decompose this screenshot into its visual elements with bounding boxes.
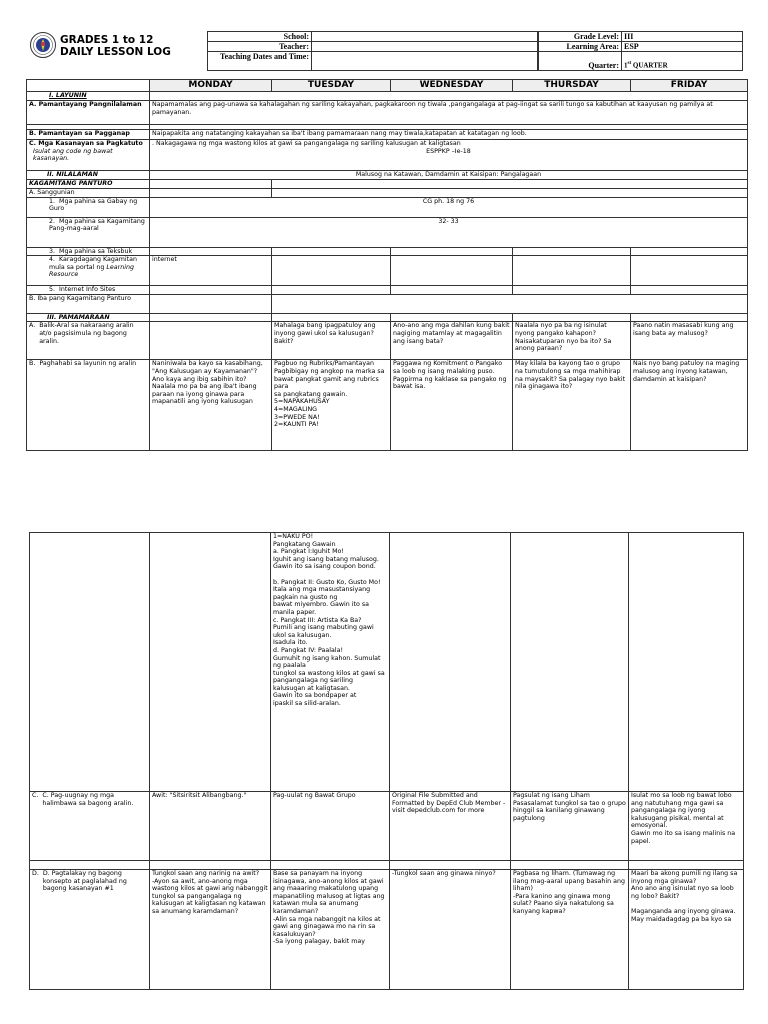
kagamitan-heading: KAGAMITANG PANTURO bbox=[27, 180, 150, 189]
dates-field[interactable] bbox=[312, 52, 538, 71]
balik-mon bbox=[150, 322, 272, 360]
paghahabi-fri: Nais nyo bang patuloy na maging malusog ang inyong katawan, damdamin at kaisipan? bbox=[631, 360, 748, 451]
uugnay-tue: Pag-uulat ng Bawat Grupo bbox=[271, 792, 390, 861]
lesson-table-page1 bbox=[26, 79, 748, 451]
pagtalakay-wed: -Tungkol saan ang ginawa ninyo? bbox=[390, 870, 511, 990]
kagamitan-text: 32- 33 bbox=[150, 217, 748, 247]
teacher-field[interactable] bbox=[312, 42, 538, 52]
pagtalakay-fri: Maari ba akong pumili ng ilang sa inyong mga ginawa? Ano ano ang isinulat nyo sa loob ng lobo? Bakit? Maganganda ang inyong ginawa. May maidadagdag pa ba kyo sa bbox=[629, 870, 744, 990]
pagtalakay-label: D. Pagtalakay ng bagong konsepto at paglalahad ng bagong kasanayan #1 bbox=[42, 870, 127, 893]
header-left-table bbox=[207, 31, 538, 71]
lesson-table-page2 bbox=[29, 532, 744, 990]
teksbuk-label: 3. Mga pahina sa Teksbuk bbox=[27, 247, 150, 256]
title-grades: GRADES 1 to 12 bbox=[60, 34, 154, 46]
day-friday: FRIDAY bbox=[631, 80, 748, 92]
area-label: Learning Area: bbox=[539, 42, 622, 52]
uugnay-mon: Awit: "Sitsiritsit Alibangbang." bbox=[150, 792, 271, 861]
pamamaraan-label: III. PAMAMARAAN bbox=[27, 313, 150, 322]
kasanayan-code: ESPPKP –Ie-18 bbox=[426, 147, 471, 155]
kasanayan-sub: Isulat ang code ng bawat kasanayan. bbox=[33, 147, 113, 163]
pagtalakay-thu: Pagbasa ng liham. (Tumawag ng ilang mag-aaral upang basahin ang liham) -Para kanino ang ginawa mong sulat? Paano siya nakatulong sa kanyang kapwa? bbox=[511, 870, 629, 990]
kasanayan-cell bbox=[27, 140, 150, 171]
area-value: ESP bbox=[622, 42, 743, 52]
pang-label: A. Pamantayang Pangnilalaman bbox=[27, 101, 150, 125]
balik-thu: Naalala nyo pa ba ng isinulat nyong pangako kahapon? Naisakatuparan nyo ba ito? Sa anong paraan? bbox=[513, 322, 631, 360]
paghahabi-label: Paghahabi sa layunin ng aralin bbox=[39, 360, 137, 368]
day-monday: MONDAY bbox=[150, 80, 272, 92]
balik-wed: Ano-ano ang mga dahilan kung bakit nagiging matamlay at magagalitin ang isang bata? bbox=[391, 322, 513, 360]
school-field[interactable] bbox=[312, 32, 538, 42]
karagdagang-cell: 4. Karagdagang Kagamitan mula sa portal ng Learning Resource bbox=[27, 256, 150, 286]
infosites-label: 5. Internet Info Sites bbox=[27, 286, 150, 295]
sanggunian-label: A. Sanggunian bbox=[27, 189, 150, 198]
uugnay-cell: C. C. Pag-uugnay ng mga halimbawa sa bagong aralin. bbox=[30, 792, 150, 861]
kagamitan-label: 2. Mga pahina sa Kagamitang Pang-mag-aaral bbox=[27, 217, 150, 247]
paghahabi-tue: Pagbuo ng Rubriks/Pamantayan Pagbibigay ng angkop na marka sa bawat pangkat gamit ang rubrics para sa pangkatang gawain. 5=NAPAKAHUSAY 4=MAGALING 3=PWEDE NA! 2=KAUNTI PA! bbox=[272, 360, 391, 451]
pagganap-text: Naipapakita ang natatanging kakayahan sa iba't ibang pamamaraan nang may tiwala,katapatan at katatagan ng loob. bbox=[150, 130, 748, 140]
deped-seal-icon bbox=[30, 32, 56, 58]
pang-text: Napamamalas ang pag-unawa sa kahalagahan ng sariling kakayahan, pagkakaroon ng tiwala ,pangangalaga at pag-iingat sa sarili tungo sa kabutihan at kaayusan ng pamilya at pamayanan. bbox=[150, 101, 748, 125]
layunin-heading: I. LAYUNIN bbox=[27, 92, 150, 101]
iba-label: B. Iba pang Kagamitang Panturo bbox=[27, 294, 150, 313]
teacher-label: Teacher: bbox=[208, 42, 312, 52]
dates-label: Teaching Dates and Time: bbox=[208, 52, 312, 71]
balik-tue: Mahalaga bang ipagpatuloy ang inyong gawi ukol sa kalusugan? Bakit? bbox=[272, 322, 391, 360]
kasanayan-text: . Nakagagawa ng mga wastong kilos at gawi sa pangangalaga ng sariling kalusugan at kaligtasan bbox=[152, 140, 461, 147]
quarter-label: Quarter: bbox=[539, 52, 622, 71]
gabay-label: 1. Mga pahina sa Gabay ng Guro bbox=[27, 197, 150, 217]
balik-fri: Paano natin masasabi kung ang isang bata ay malusog? bbox=[631, 322, 748, 360]
paghahabi-cell: B. Paghahabi sa layunin ng aralin bbox=[27, 360, 150, 451]
school-label: School: bbox=[208, 32, 312, 42]
kasanayan-label: C. Mga Kasanayan sa Pagkatuto bbox=[29, 140, 143, 147]
quarter-value: 1st QUARTER bbox=[622, 52, 743, 71]
uugnay-thu: Pagsulat ng isang Liham Pasasalamat tungkol sa tao o grupo hinggil sa kanilang ginawang pagtulong bbox=[511, 792, 629, 861]
uugnay-label: C. Pag-uugnay ng mga halimbawa sa bagong aralin. bbox=[42, 792, 134, 807]
grade-value: III bbox=[622, 32, 743, 42]
day-tuesday: TUESDAY bbox=[272, 80, 391, 92]
log-title bbox=[60, 34, 171, 58]
pangkatang-gawain-tue: 1=NAKU PO! Pangkatang Gawain a. Pangkat I:Iguhit Mo! Iguhit ang isang batang malusog. Gawin ito sa isang coupon bond. b. Pangkat II: Gusto Ko, Gusto Mo! Itala ang mga masustansiyang pagkain na gusto ng bawat miyembro. Gawin ito sa manila paper. c. Pangkat III: Artista Ka Ba? Pumili ang isang mabuting gawi ukol sa kalusugan. Isadula ito. d. Pangkat IV: Paalala! Gumuhit ng isang kahon. Sumulat ng paalala tungkol sa wastong kilos at gawi sa pangangalaga ng sariling kalusugan at kaligtasan. Gawin ito sa bondpaper at ipaskil sa silid-aralan. bbox=[271, 533, 390, 792]
balik-cell: A. Balik-Aral sa nakaraang aralin at/o pagsisimula ng bagong aralin. bbox=[27, 322, 150, 360]
paghahabi-mon: Naniniwala ba kayo sa kasabihang, "Ang Kalusugan ay Kayamanan"? Ano kaya ang ibig sabihin ito? Naalala mo pa ba ang iba't ibang paraan na iyong ginawa para mapanatili ang iyong kalusugan bbox=[150, 360, 272, 451]
kasanayan-content bbox=[150, 140, 748, 171]
nilalaman-text: Malusog na Katawan, Damdamin at Kaisipan: Pangalagaan bbox=[150, 171, 748, 180]
uugnay-fri: Isulat mo sa loob ng bawat lobo ang natutuhang mga gawi sa pangangalaga ng iyong kalusugang pisikal, mental at emosyonal. Gawin mo ito sa isang malinis na papel. bbox=[629, 792, 744, 861]
karagdagang-text: internet bbox=[150, 256, 272, 286]
header-right-table bbox=[538, 31, 743, 71]
pagganap-label: B. Pamantayan sa Pagganap bbox=[27, 130, 150, 140]
pagtalakay-tue: Base sa panayam na inyong isinagawa, ano-anong kilos at gawi ang maaaring makatulong upang mapanatiling malusog at ligtas ang katawan mula sa anumang karamdaman? -Alin sa mga nabanggit na kilos at gawi ang ginagawa mo na rin sa kasalukuyan? -Sa iyong palagay, bakit may bbox=[271, 870, 390, 990]
pagtalakay-mon: Tungkol saan ang narinig na awit? -Ayon sa awit, ano-anong mga wastong kilos at gawi ang nabanggit tungkol sa pangangalaga ng kalusugan at kaligtasan ng katawan sa anumang karamdaman? bbox=[150, 870, 271, 990]
paghahabi-wed: Paggawa ng Komitment o Pangako sa loob ng isang malaking puso. Pagpirma ng kaklase sa pangako ng bawat isa. bbox=[391, 360, 513, 451]
grade-label: Grade Level: bbox=[539, 32, 622, 42]
paghahabi-thu: May kilala ba kayong tao o grupo na tumutulong sa mga mahihirap na maysakit? Sa palagay nyo bakit nila ginagawa ito? bbox=[513, 360, 631, 451]
balik-label: Balik-Aral sa nakaraang aralin at/o pagsisimula ng bagong aralin. bbox=[39, 322, 134, 345]
gabay-text: CG ph. 18 ng 76 bbox=[150, 197, 748, 217]
day-wednesday: WEDNESDAY bbox=[391, 80, 513, 92]
day-thursday: THURSDAY bbox=[513, 80, 631, 92]
title-dll: DAILY LESSON LOG bbox=[60, 46, 171, 58]
nilalaman-label: II. NILALAMAN bbox=[27, 171, 150, 180]
uugnay-wed: Original File Submitted and Formatted by DepEd Club Member - visit depedclub.com for more bbox=[390, 792, 511, 861]
corner-cell bbox=[27, 80, 150, 92]
pagtalakay-cell: D. D. Pagtalakay ng bagong konsepto at paglalahad ng bagong kasanayan #1 bbox=[30, 870, 150, 990]
